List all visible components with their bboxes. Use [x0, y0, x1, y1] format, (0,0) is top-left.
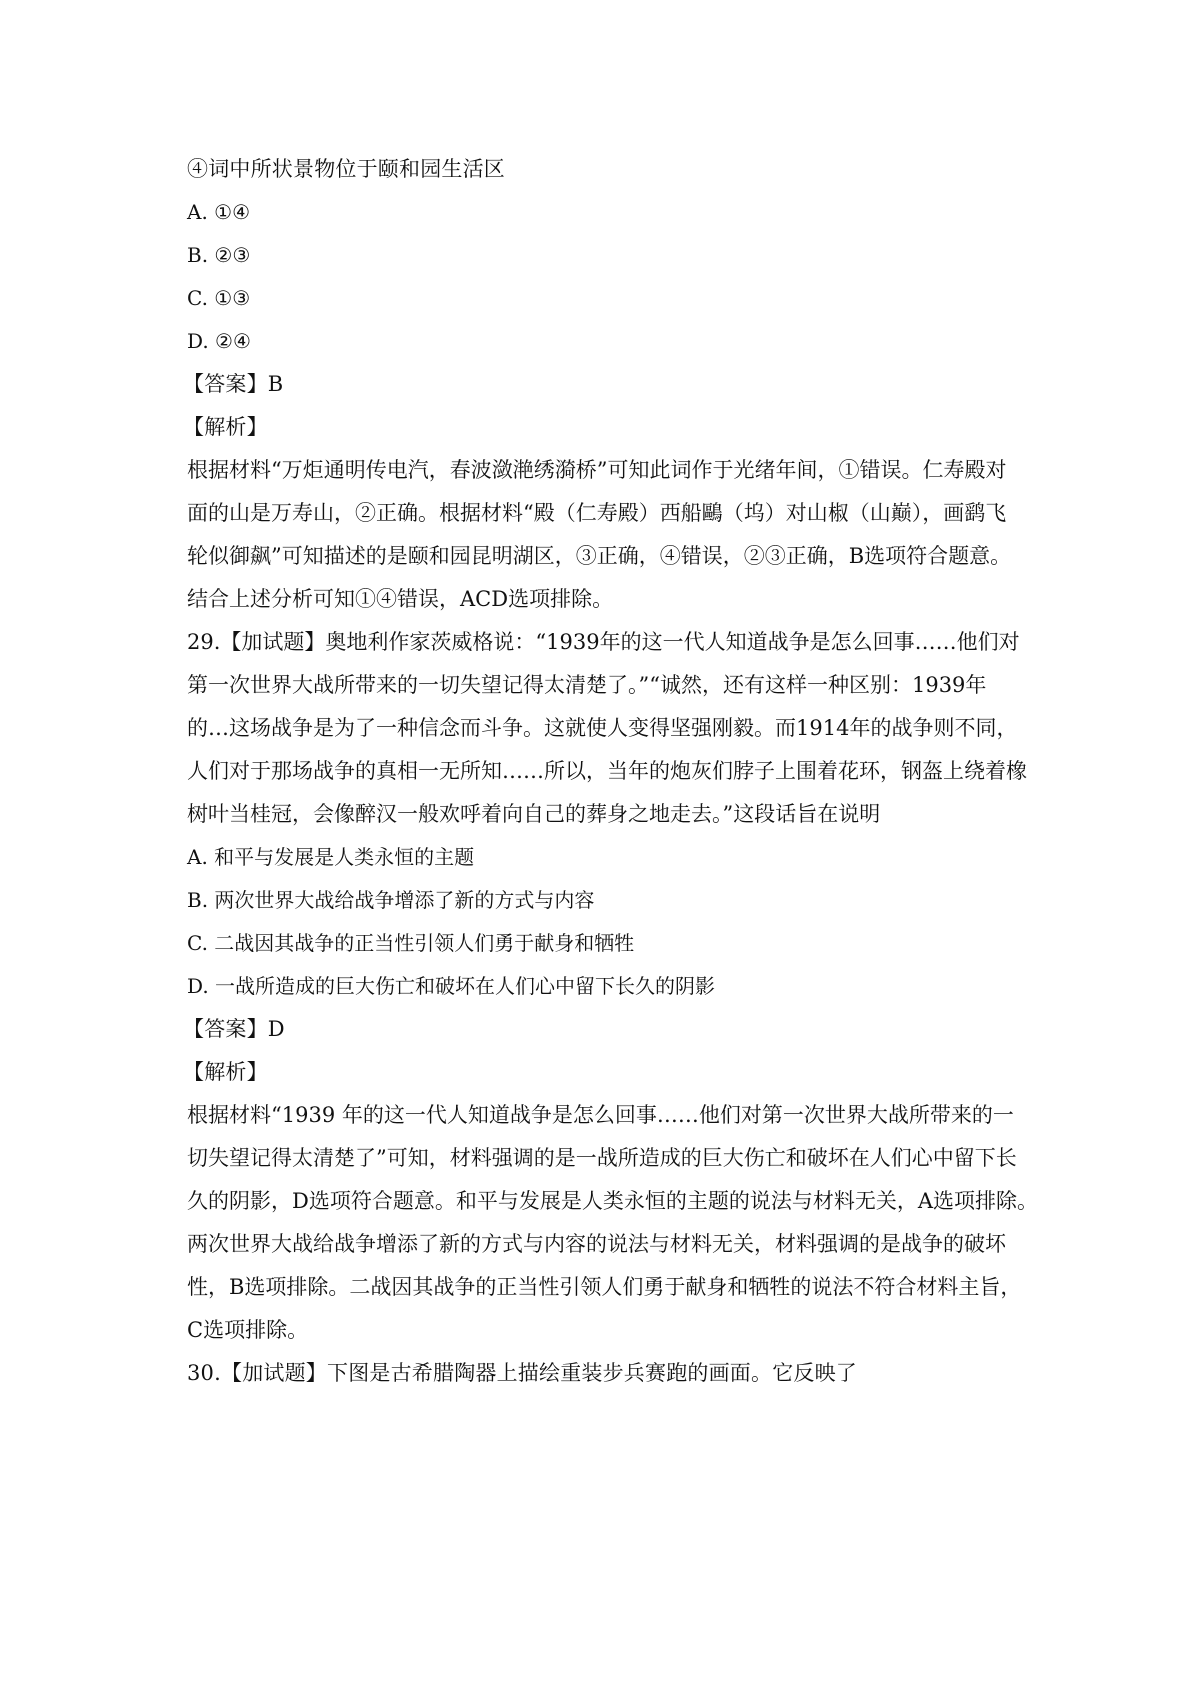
analysis-line: 根据材料“1939 年的这一代人知道战争是怎么回事……他们对第一次世界大战所带来的一 — [187, 1103, 1014, 1127]
analysis-heading: 【解析】 — [183, 415, 268, 439]
analysis-line: 根据材料“万炬通明传电汽，春波潋滟绣漪桥”可知此词作于光绪年间，①错误。仁寿殿对 — [187, 458, 1007, 482]
analysis-line: 结合上述分析可知①④错误，ACD选项排除。 — [187, 587, 614, 611]
analysis-line: 切失望记得太清楚了”可知，材料强调的是一战所造成的巨大伤亡和破坏在人们心中留下长 — [187, 1146, 1017, 1170]
answer-label: 【答案】B — [183, 372, 284, 396]
stem-line: 29.【加试题】奥地利作家茨威格说：“1939年的这一代人知道战争是怎么回事……他们对 — [187, 630, 1020, 654]
analysis-paragraph — [187, 1094, 1038, 1352]
analysis-line: 性，B选项排除。二战因其战争的正当性引领人们勇于献身和牺牲的说法不符合材料主旨， — [187, 1275, 1022, 1299]
option-d: D. ②④ — [187, 329, 251, 353]
prev-options — [187, 191, 1027, 363]
option-b: B. 两次世界大战给战争增添了新的方式与内容 — [187, 888, 595, 912]
question-29-stem — [187, 621, 1027, 836]
stem-line: 的…这场战争是为了一种信念而斗争。这就使人变得坚强刚毅。而1914年的战争则不同， — [187, 716, 1018, 740]
analysis-line: C选项排除。 — [187, 1318, 309, 1342]
option-c: C. 二战因其战争的正当性引领人们勇于献身和牺牲 — [187, 931, 635, 955]
analysis-paragraph — [187, 449, 1027, 621]
analysis-line: 久的阴影，D选项符合题意。和平与发展是人类永恒的主题的说法与材料无关，A选项排除。 — [187, 1189, 1038, 1213]
option-b: B. ②③ — [187, 243, 251, 267]
question-29-options — [187, 836, 1027, 1008]
answer-label: 【答案】D — [183, 1017, 285, 1041]
statement-4: ④词中所状景物位于颐和园生活区 — [187, 157, 505, 181]
document-page — [183, 148, 1038, 1395]
option-d: D. 一战所造成的巨大伤亡和破坏在人们心中留下长久的阴影 — [187, 974, 716, 998]
analysis-line: 轮似御飙”可知描述的是颐和园昆明湖区，③正确，④错误，②③正确，B选项符合题意。 — [187, 544, 1012, 568]
question-30-stem: 30.【加试题】下图是古希腊陶器上描绘重装步兵赛跑的画面。它反映了 — [187, 1361, 857, 1385]
analysis-line: 面的山是万寿山，②正确。根据材料“殿（仁寿殿）西船鷗（坞）对山椒（山巅），画鹞飞 — [187, 501, 1007, 525]
stem-line: 人们对于那场战争的真相一无所知……所以，当年的炮灰们脖子上围着花环，钢盔上绕着橡 — [187, 759, 1027, 783]
option-a: A. 和平与发展是人类永恒的主题 — [187, 845, 475, 869]
stem-line: 第一次世界大战所带来的一切失望记得太清楚了。”“诚然，还有这样一种区别：1939年 — [187, 673, 987, 697]
analysis-heading: 【解析】 — [183, 1060, 268, 1084]
option-c: C. ①③ — [187, 286, 251, 310]
stem-line: 树叶当桂冠，会像醉汉一般欢呼着向自己的葬身之地走去。”这段话旨在说明 — [187, 802, 881, 826]
analysis-line: 两次世界大战给战争增添了新的方式与内容的说法与材料无关，材料强调的是战争的破坏 — [187, 1232, 1006, 1256]
option-a: A. ①④ — [187, 200, 251, 224]
